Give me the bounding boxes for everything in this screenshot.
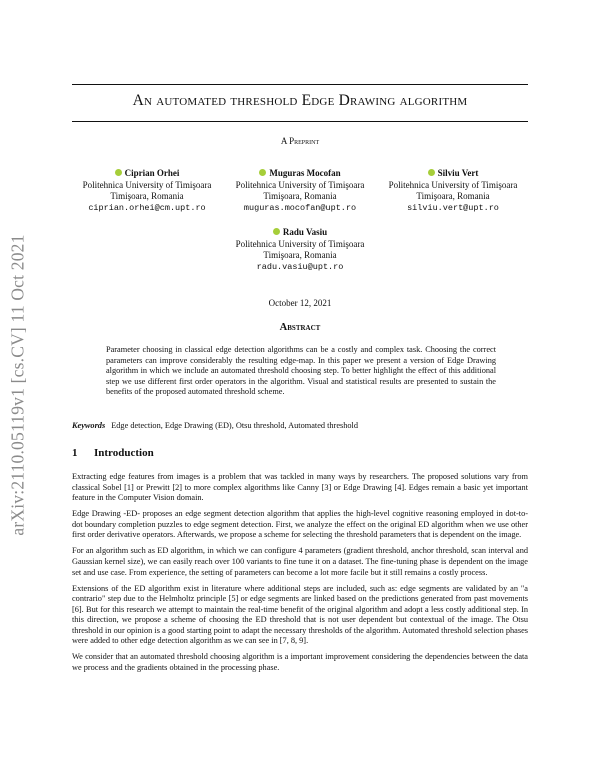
orcid-icon[interactable]: [115, 169, 122, 176]
author-city: Timişoara, Romania: [416, 191, 490, 201]
author-affiliation: Politehnica University of Timişoara: [82, 179, 212, 190]
paragraph: Extracting edge features from images is a problem that was tackled in many ways by researchers. The proposed solutions vary from classical Sobel [1] or Prewitt [2] to more complex algorithms like Canny [3] or Edge Drawing [4]. Edges remain a basic yet important feature in the Computer Vision domain.: [72, 472, 528, 503]
author-email[interactable]: silviu.vert@upt.ro: [407, 202, 499, 213]
keywords-label: Keywords: [72, 421, 106, 430]
abstract-heading: Abstract: [279, 322, 321, 333]
title-bottom-rule: [72, 121, 528, 122]
orcid-icon[interactable]: [259, 169, 266, 176]
orcid-icon[interactable]: [428, 169, 435, 176]
orcid-icon[interactable]: [273, 228, 280, 235]
author-email[interactable]: radu.vasiu@upt.ro: [256, 261, 344, 272]
paper-title: An automated threshold Edge Drawing algorithm: [132, 92, 468, 109]
section-number: 1: [72, 447, 78, 459]
author-name: Radu Vasiu: [282, 227, 328, 237]
preprint-label: A Preprint: [280, 136, 320, 146]
section-heading: [72, 447, 154, 459]
author-city: Timişoara, Romania: [110, 191, 184, 201]
author-name: Ciprian Orhei: [124, 168, 180, 178]
paragraph: Extensions of the ED algorithm exist in literature where additional steps are included, such as: edge segments are validated by an "a contrario" step due to the Helmholtz principle [5] or edge segments are linked based on the predictions generated from past movements [6]. But for this research we attempt to maintain the real-time benefit of the original algorithm and adopt a less costly additional step. In this direction, we propose a scheme of choosing the ED threshold that is not user dependent but contextual of the image. The Otsu threshold in our opinion is a good starting point to adapt the necessary thresholds of the algorithm. Automated threshold selection phases were added to other edge detection algorithm as we can see in [7, 8, 9].: [72, 583, 528, 646]
paragraph: Edge Drawing -ED- proposes an edge segment detection algorithm that applies the high-level cognitive reasoning employed in dot-to-dot boundary completion puzzles to edge segment detection. First, we analyze the effect on the original ED algorithm when we use other first order derivative operators. Afterwards, we propose a scheme for selecting the threshold parameters that is dependent on the image.: [72, 509, 528, 540]
arxiv-stamp-text: arXiv:2110.05119v1 [cs.CV] 11 Oct 2021: [7, 234, 28, 536]
author-city: Timişoara, Romania: [263, 191, 337, 201]
author-affiliation: Politehnica University of Timişoara: [388, 179, 518, 190]
keywords-list: Edge detection, Edge Drawing (ED), Otsu threshold, Automated threshold: [111, 421, 358, 430]
paper-date: October 12, 2021: [268, 298, 332, 308]
section-title: Introduction: [94, 447, 154, 459]
author-block: [72, 168, 222, 214]
author-email[interactable]: ciprian.orhei@cm.upt.ro: [88, 202, 206, 213]
author-block: [225, 168, 375, 214]
author-affiliation: Politehnica University of Timişoara: [235, 238, 365, 249]
author-block: [378, 168, 528, 214]
arxiv-stamp: [0, 205, 36, 565]
title-top-rule: [72, 84, 528, 85]
author-name: Muguras Mocofan: [269, 168, 341, 178]
author-block: [225, 227, 375, 273]
abstract-text: Parameter choosing in classical edge detection algorithms can be a costly and complex task. Choosing the correct parameters can improve considerably the resulting edge-map. In this paper we present a version of Edge Drawing algorithm in which we include an automated threshold choosing step. To better highlight the effect of this additional step we use different first order operators in the algorithm. Visual and statistical results are presented to sustain the benefits of the proposed automated threshold scheme.: [106, 345, 496, 397]
section-body: [72, 472, 528, 679]
author-email[interactable]: muguras.mocofan@upt.ro: [243, 202, 357, 213]
author-city: Timişoara, Romania: [263, 250, 337, 260]
paragraph: We consider that an automated threshold choosing algorithm is a important improvement considering the dependencies between the data we process and the gradients obtained in the processing phase.: [72, 652, 528, 673]
author-name: Silviu Vert: [437, 168, 479, 178]
keywords-line: [72, 421, 528, 430]
paragraph: For an algorithm such as ED algorithm, in which we can configure 4 parameters (gradient threshold, anchor threshold, scan interval and Gaussian kernel size), we can easily reach over 100 variants to fine tune it on a dataset. The fine-tuning phase is dependent on the image set and use case. From experience, the setting of parameters can become a lot more facile but it still remains a costly process.: [72, 546, 528, 577]
author-affiliation: Politehnica University of Timişoara: [235, 179, 365, 190]
